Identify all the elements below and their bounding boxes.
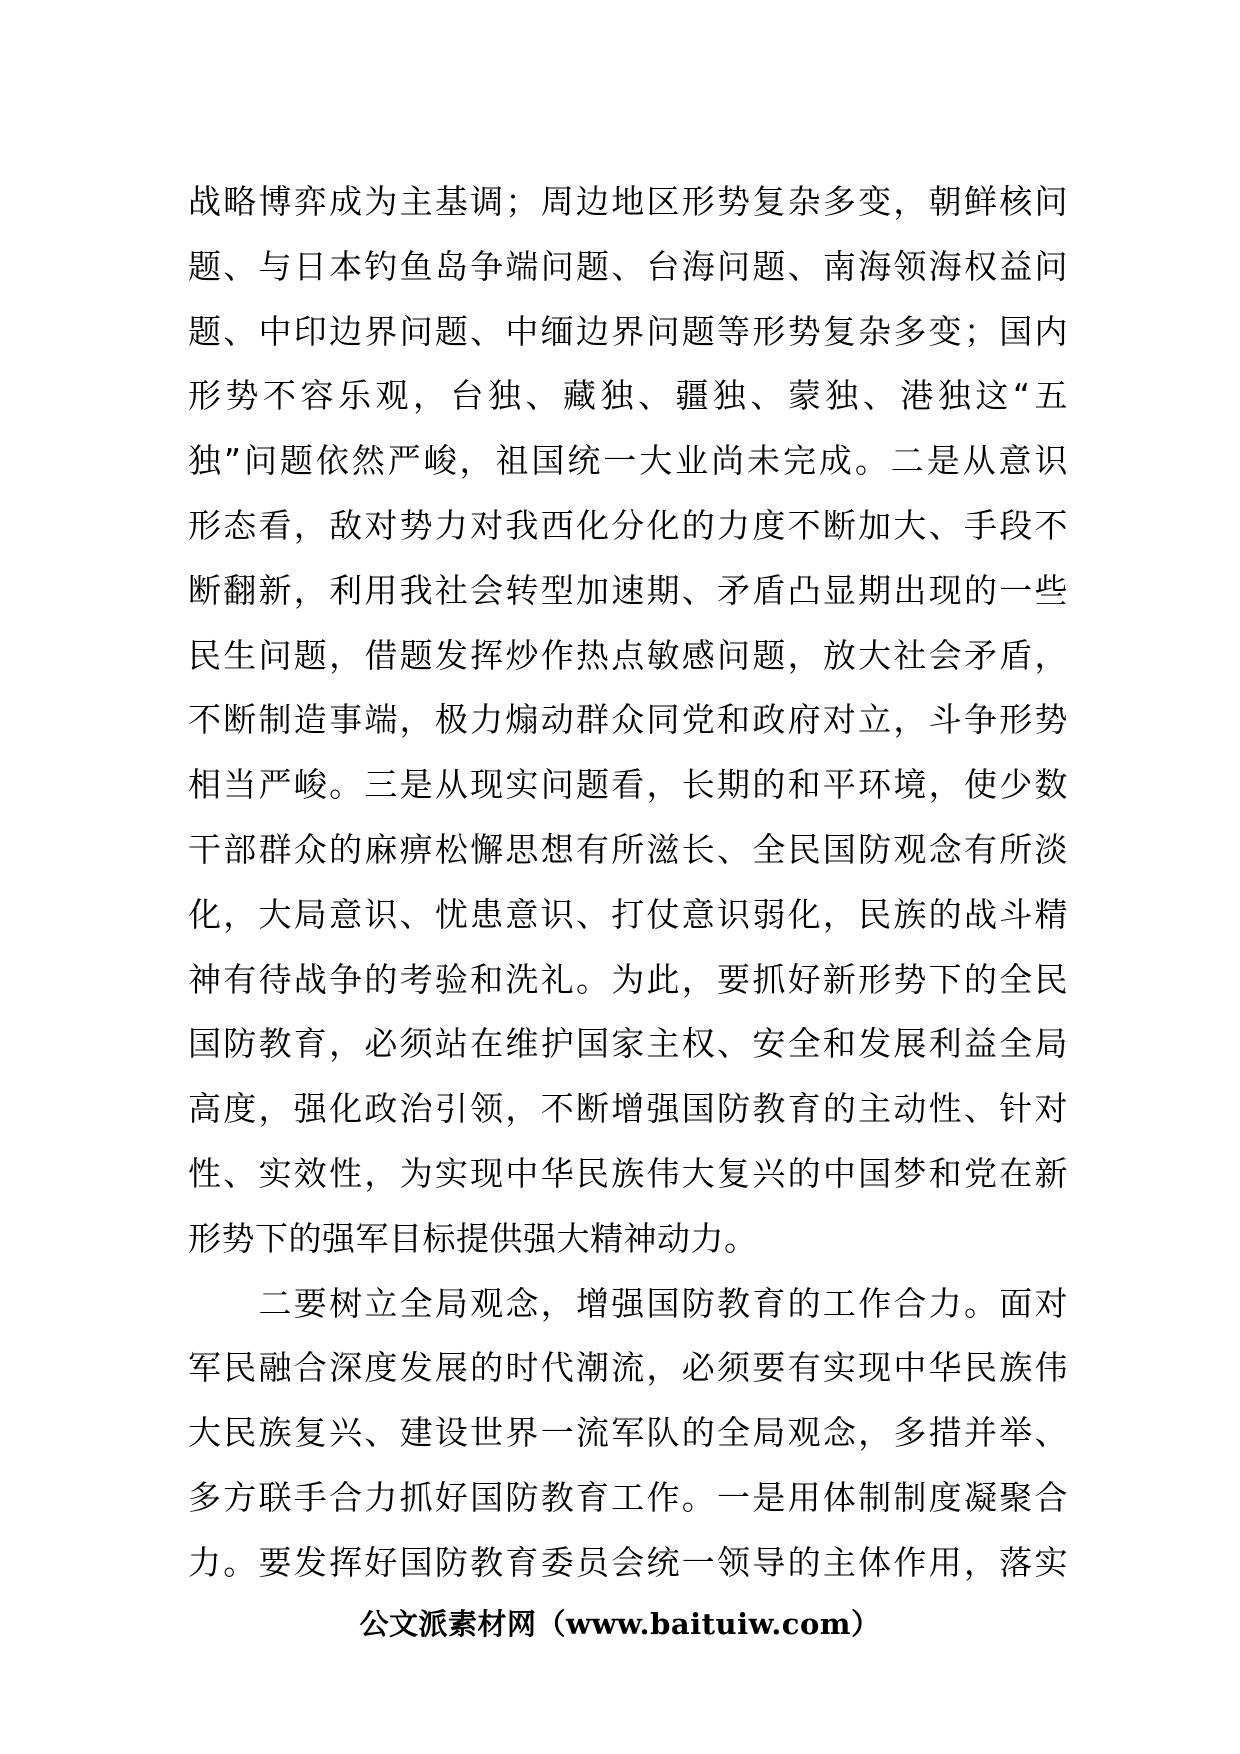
text-line: 国防教育，必须站在维护国家主权、安全和发展利益全局 bbox=[188, 1024, 1068, 1064]
text-line: 形势不容乐观，台独、藏独、疆独、蒙独、港独这“五 bbox=[188, 376, 1068, 416]
text-line: 战略博弈成为主基调；周边地区形势复杂多变，朝鲜核问 bbox=[188, 182, 1068, 221]
text-line: 题、与日本钓鱼岛争端问题、台海问题、南海领海权益问 bbox=[188, 246, 1068, 286]
text-line: 多方联手合力抓好国防教育工作。一是用体制制度凝聚合 bbox=[188, 1477, 1068, 1517]
text-line: 力。要发挥好国防教育委员会统一领导的主体作用，落实 bbox=[188, 1542, 1068, 1582]
text-line: 性、实效性，为实现中华民族伟大复兴的中国梦和党在新 bbox=[188, 1153, 1068, 1193]
document-body bbox=[188, 170, 1068, 1596]
text-line: 相当严峻。三是从现实问题看，长期的和平环境，使少数 bbox=[188, 765, 1068, 805]
text-line: 神有待战争的考验和洗礼。为此，要抓好新形势下的全民 bbox=[188, 959, 1068, 999]
footer-watermark: 公文派素材网（www.baituiw.com） bbox=[359, 1607, 881, 1641]
text-line: 形势下的强军目标提供强大精神动力。 bbox=[188, 1218, 758, 1258]
text-line: 题、中印边界问题、中缅边界问题等形势复杂多变；国内 bbox=[188, 311, 1068, 351]
text-line: 民生问题，借题发挥炒作热点敏感问题，放大社会矛盾， bbox=[188, 635, 1068, 675]
text-line: 二要树立全局观念，增强国防教育的工作合力。面对 bbox=[188, 1283, 1068, 1323]
text-line: 形态看，敌对势力对我西化分化的力度不断加大、手段不 bbox=[188, 505, 1068, 545]
text-line: 独”问题依然严峻，祖国统一大业尚未完成。二是从意识 bbox=[188, 441, 1068, 481]
text-line: 大民族复兴、建设世界一流军队的全局观念，多措并举、 bbox=[188, 1413, 1068, 1453]
text-line: 不断制造事端，极力煽动群众同党和政府对立，斗争形势 bbox=[188, 700, 1068, 740]
text-line: 化，大局意识、忧患意识、打仗意识弱化，民族的战斗精 bbox=[188, 894, 1068, 934]
text-line: 高度，强化政治引领，不断增强国防教育的主动性、针对 bbox=[188, 1089, 1068, 1129]
text-line: 断翻新，利用我社会转型加速期、矛盾凸显期出现的一些 bbox=[188, 570, 1068, 610]
text-line: 干部群众的麻痹松懈思想有所滋长、全民国防观念有所淡 bbox=[188, 829, 1068, 869]
text-line: 军民融合深度发展的时代潮流，必须要有实现中华民族伟 bbox=[188, 1348, 1068, 1388]
